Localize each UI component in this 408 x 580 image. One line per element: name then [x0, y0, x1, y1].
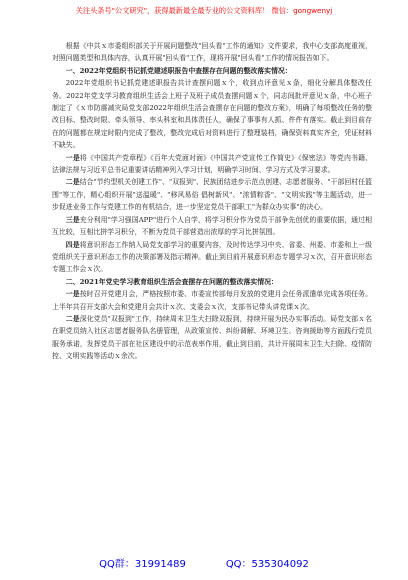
intro-paragraph [52, 40, 372, 65]
header-banner: 关注头条号"公文研究"，获得最新最全最专业的公文资料库！ 微信：gongwenyj [75, 6, 333, 15]
item-paragraph-3 [52, 214, 372, 239]
document-body [52, 40, 372, 363]
paragraph-text: 二、2021年党史学习教育组织生活会查摆存在问题的整改落实情况： [65, 277, 278, 286]
item-paragraph-2 [52, 176, 372, 213]
paragraph-text: 将《中国共产党章程》《百年大党面对面》《中国共产党宣传工作简史》《保密法》等党内书籍、法律法规与习近平总书记重要讲话精神列入学习计划，明确学习时间、学习方式及学习要求。 [52, 153, 372, 175]
item-paragraph-5 [52, 288, 372, 313]
paragraph-text: 深化党员"双报到"工作，持续周末卫生大扫除双报到，持续开展为民办实事活动。局党支部ｘ名在职党员纳入社区志愿者服务队名册管理，从政策宣传、纠纷调解、环境卫生、咨询援助等方面践行党员服务承诺，发挥党员干部在社区建设中的示范表率作用，截止到目前，共计开展周末卫生大扫除、疫情防控、文明实践等活动ｘ余次。 [52, 314, 373, 361]
section1-paragraph [52, 77, 372, 151]
paragraph-text: 按时召开党建月会，严格按照市委、市委宣传部每月发放的党建月会任务派遣单完成各项任务。上半年共召开支部大会和党建月会共计ｘ次、支委会ｘ次，支部书记带头讲党课ｘ次。 [52, 290, 372, 311]
paragraph-text: 将意识形态工作纳入局党支部学习的重要内容，及时传达学习中央、省委、州委、市委和上一级党组织关于意识形态工作的决策部署及指示精神。截止到目前开展意识形态专题学习ｘ次，召开意识形态专题工作会ｘ次。 [52, 240, 372, 274]
item-paragraph-4 [52, 239, 372, 276]
qq-text: QQ：535304092 [225, 559, 309, 570]
paragraph-text: 一、2022年党组织书记抓党建述职报告中查摆存在问题的整改落实情况： [65, 66, 292, 75]
paragraph-lead: 四是 [65, 240, 80, 249]
item-paragraph-6 [52, 313, 372, 363]
paragraph-text: 根据《中共ｘ市委组织部关于开展问题整改"回头看"工作的通知》文件要求，我中心支部高度重视，对照问题类型和具体内容，认真开展"回头看"工作，现将开展"回头看"工作的情况报告如下。 [52, 42, 372, 63]
paragraph-lead: 一是 [65, 153, 80, 162]
footer-contact [0, 555, 408, 570]
paragraph-lead: 三是 [65, 215, 80, 224]
paragraph-lead: 二是 [65, 314, 80, 323]
paragraph-text: 2022年党组织书记抓党建述职报告共计查摆问题ｘ个，收到点评意见ｘ条，细化分解具体整改任务。2022年党支学习教育组织生活会上班子及班子成员查摆问题ｘ个，同志间批评意见ｘ条，中心班子制定了《ｘ市防震减灾局党支部2022年组织生活会查摆存在问题的整改方案》，明确了每项整改任务的整改目标、整改时限、牵头领导、率头科室和具体责任人，确保了事事有人抓、件件有落实。截止到目前存在的问题都在规定时限内完成了整改，整改完成后对资料进行了整理装档，确保资料真实齐全，凭证材料不缺失。 [52, 79, 372, 150]
section-heading-1 [52, 65, 372, 77]
qq-group-text: QQ群：31991489 [99, 559, 186, 570]
paragraph-text: 结合"节约型机关创建工作"、"双报到"、民族团结进步示范点创建、志愿者服务、"干部回村任篮围"等工作，精心组织开展"送温暖"、"移风易俗 倡树新风"、"浓情粽香"、"文明实践"等主题活动，进一步促进业务工作与党建工作的有机结合，进一步坚定党员干部职工"为群众办实事"的决心。 [52, 178, 373, 212]
paragraph-text: 充分利用"学习强国APP"进行个人自学，将学习积分作为党员干部争先创优的重要依据，通过相互比较，互相比拼学习积分，不断为党员干部营造出浓厚的学习比拼氛围。 [52, 215, 372, 237]
paragraph-lead: 二是 [65, 178, 80, 187]
paragraph-lead: 一是 [65, 290, 80, 299]
item-paragraph-1 [52, 152, 372, 177]
section-heading-2 [52, 276, 372, 288]
